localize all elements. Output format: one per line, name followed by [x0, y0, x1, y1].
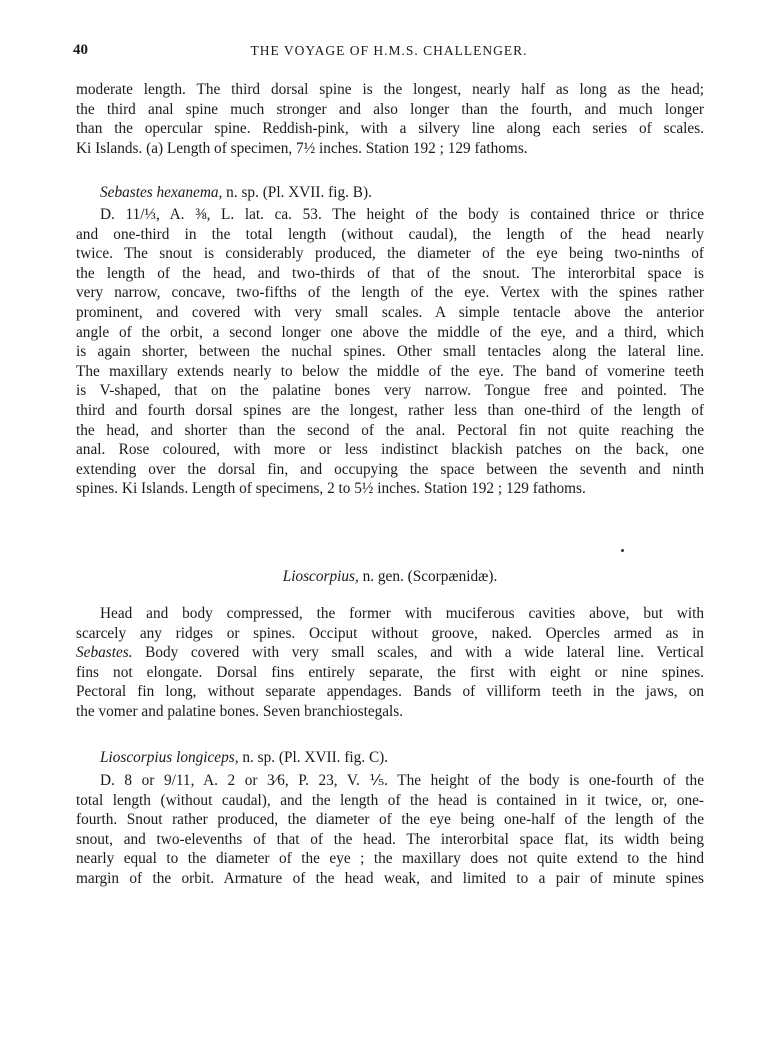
text-line: margin of the orbit. Armature of the head weak, and limited to a pair of minute spines	[76, 869, 704, 887]
running-head: THE VOYAGE OF H.M.S. CHALLENGER.	[250, 43, 528, 58]
species-heading-sebastes	[100, 183, 704, 203]
text-line: Ki Islands. (a) Length of specimen, 7½ inches. Station 192 ; 129 fathoms.	[76, 139, 528, 157]
text-line: the length of the head, and two-thirds of that of the snout. The interorbital space is	[76, 264, 704, 282]
text-line: the third anal spine much stronger and also longer than the fourth, and much longer	[76, 100, 704, 118]
text-line: third and fourth dorsal spines are the longest, rather less than one-third of the length of	[76, 401, 704, 419]
text-line: fourth. Snout rather produced, the diameter of the eye being one-half of the length of the	[76, 811, 704, 829]
genus-ref: n. gen. (Scorpænidæ).	[358, 568, 498, 585]
text-line: D. 11/⅓, A. ⅜, L. lat. ca. 53. The height of the body is contained thrice or thrice	[100, 206, 704, 223]
species-description-sebastes	[76, 205, 704, 499]
text-line: very narrow, concave, two-fifths of the length of the eye. Vertex with the spines rather	[76, 284, 704, 302]
text-line: nearly equal to the diameter of the eye ; the maxillary does not quite extend to the hind	[76, 850, 704, 868]
stray-mark	[621, 549, 624, 552]
text-line: snout, and two-elevenths of that of the head. The interorbital space flat, its width being	[76, 830, 704, 848]
text-line: extending over the dorsal fin, and occupying the space between the seventh and ninth	[76, 460, 704, 478]
genus-heading	[76, 567, 704, 587]
species-description-lioscorpius	[76, 771, 704, 889]
text-line: Sebastes. Body covered with very small scales, and with a wide lateral line. Vertical	[76, 644, 704, 662]
text-line: than the opercular spine. Reddish-pink, with a silvery line along each series of scales.	[76, 120, 704, 138]
text-line: is again shorter, between the nuchal spines. Other small tentacles along the lateral line.	[76, 343, 704, 361]
text-line: Head and body compressed, the former with muciferous cavities above, but with	[100, 605, 704, 622]
text-line: Pectoral fin long, without separate appendages. Bands of villiform teeth in the jaws, on	[76, 683, 704, 701]
species-ref: n. sp. (Pl. XVII. fig. C).	[238, 749, 389, 766]
text-line: fins not elongate. Dorsal fins entirely separate, the first with eight or nine spines.	[76, 663, 704, 681]
text-line: is V-shaped, that on the palatine bones very narrow. Tongue free and pointed. The	[76, 382, 704, 400]
text-line: twice. The snout is considerably produced, the diameter of the eye being two-ninths of	[76, 245, 704, 263]
species-name: Sebastes hexanema,	[100, 184, 223, 201]
text-line: D. 8 or 9/11, A. 2 or 3⁄6, P. 23, V. ⅕. The height of the body is one-fourth of the	[100, 772, 704, 789]
text-line: total length (without caudal), and the length of the head is contained in it twice, or, one-	[76, 791, 704, 809]
species-ref: n. sp. (Pl. XVII. fig. B).	[222, 184, 372, 201]
page-header	[73, 42, 705, 64]
text-line: prominent, and covered with very small scales. A simple tentacle above the anterior	[76, 303, 704, 321]
text-line: moderate length. The third dorsal spine is the longest, nearly half as long as the head;	[76, 81, 704, 98]
text-line: the head, and shorter than the second of the anal. Pectoral fin not quite reaching the	[76, 421, 704, 439]
text-line: scarcely any ridges or spines. Occiput without groove, naked. Opercles armed as in	[76, 624, 704, 642]
text-line: and one-third in the total length (without caudal), the length of the head nearly	[76, 225, 704, 243]
species-name: Lioscorpius longiceps,	[100, 749, 239, 766]
text-line: the vomer and palatine bones. Seven branchiostegals.	[76, 702, 404, 720]
text-line: spines. Ki Islands. Length of specimens, 2 to 5½ inches. Station 192 ; 129 fathoms.	[76, 480, 586, 498]
text-line: anal. Rose coloured, with more or less indistinct blackish patches on the back, one	[76, 441, 704, 459]
text-line: angle of the orbit, a second longer one above the middle of the eye, and a third, which	[76, 323, 704, 341]
page-number: 40	[73, 42, 88, 58]
species-heading-lioscorpius	[100, 748, 704, 768]
genus-name: Lioscorpius,	[282, 568, 359, 585]
paragraph-continuation	[76, 80, 704, 158]
genus-description	[76, 604, 704, 722]
text-line: The maxillary extends nearly to below the middle of the eye. The band of vomerine teeth	[76, 362, 704, 380]
